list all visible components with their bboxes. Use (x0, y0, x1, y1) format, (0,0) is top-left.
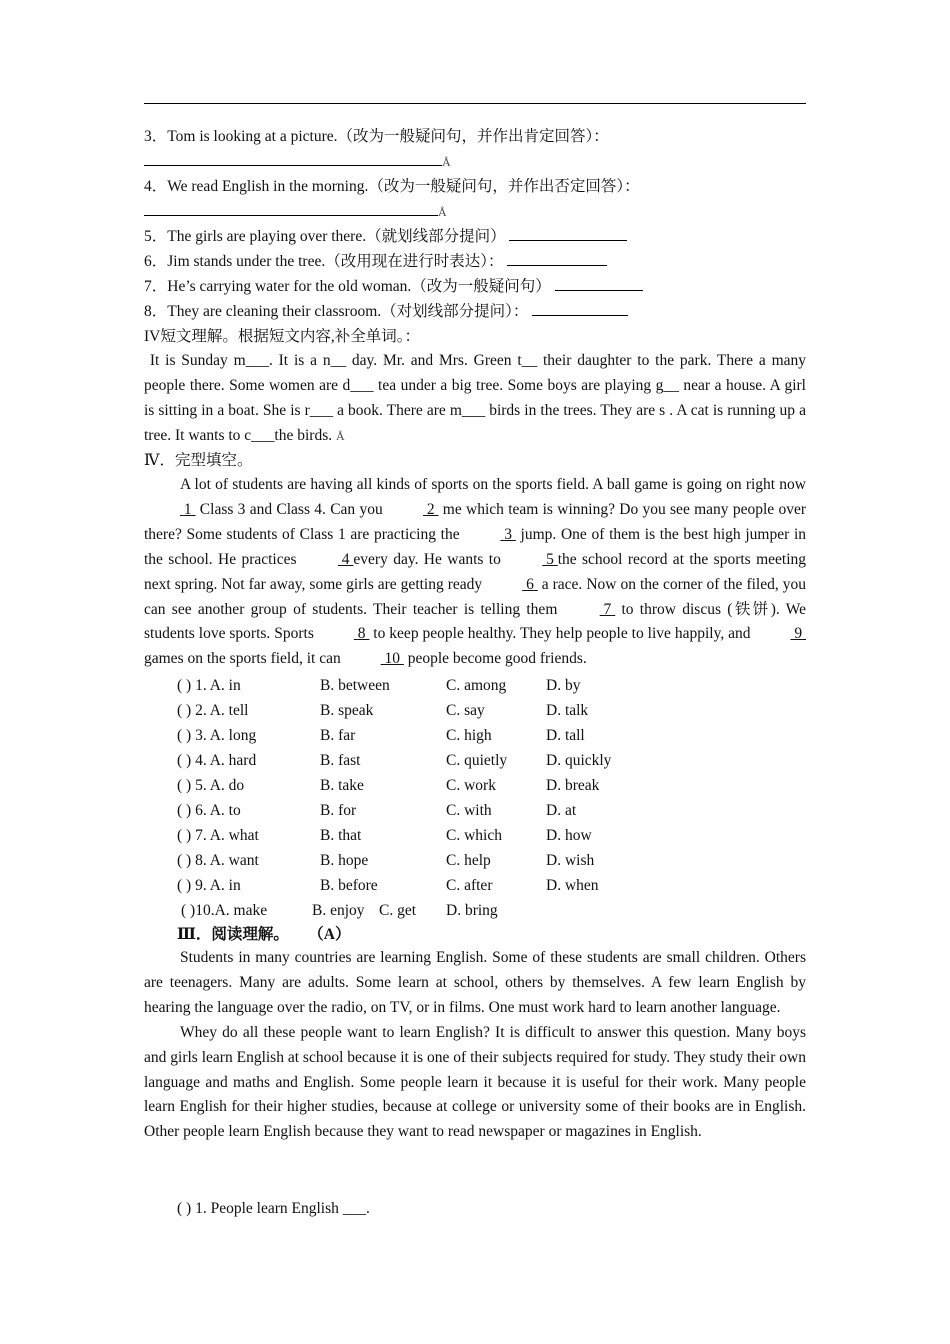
reading-passage (144, 946, 806, 1145)
option-c[interactable]: C. help (446, 852, 491, 869)
option-d[interactable]: D. when (546, 877, 599, 894)
option-c[interactable]: C. among (446, 677, 507, 694)
cloze-blank[interactable]: 1 (183, 500, 192, 518)
option-c[interactable]: C. after (446, 877, 493, 894)
option-d[interactable]: D. how (546, 827, 592, 844)
option-b[interactable]: B. take (320, 777, 364, 794)
answer-blank[interactable] (509, 224, 627, 241)
cloze-segment: to keep people healthy. They help people to live happily, and (369, 625, 755, 643)
cloze-segment: the school record at the sports meeting next spring. Not far away, some girls are getting ready (144, 550, 806, 593)
exercise-3-answer (144, 149, 451, 174)
exercise-7-text: 7．He’s carrying water for the old woman.（改为一般疑问句） (144, 278, 551, 295)
cloze-segment: people become good friends. (403, 650, 587, 668)
answer-marker: Å (335, 428, 345, 443)
cloze-segment: jump. One of them is the best high jumper in the school. He practices (144, 525, 806, 568)
option-d[interactable]: D. break (546, 777, 600, 794)
cloze-segment: me which team is winning? Do you see many people over there? Some students of Class 1 are practicing the (144, 500, 806, 543)
option-c[interactable]: C. high (446, 727, 492, 744)
option-d[interactable]: D. at (546, 802, 577, 819)
option-d[interactable]: D. talk (546, 702, 589, 719)
option-d[interactable]: D. bring (446, 902, 498, 919)
cloze-title: Ⅳ．完型填空。 (144, 452, 253, 469)
exercise-5-text: 5．The girls are playing over there.（就划线部分提问） (144, 228, 506, 245)
exercise-4-answer (144, 199, 447, 224)
option-b[interactable]: B. before (320, 877, 378, 894)
reading-title (177, 922, 350, 947)
reading-question-1[interactable]: ( ) 1. People learn English ___. (177, 1200, 370, 1217)
option-question[interactable]: ( ) 2. A. tell (177, 702, 249, 719)
option-b[interactable]: B. fast (320, 752, 361, 769)
option-c[interactable]: C. which (446, 827, 502, 844)
option-d[interactable]: D. tall (546, 727, 585, 744)
answer-marker: Å (442, 155, 451, 169)
option-c[interactable]: C. quietly (446, 752, 508, 769)
option-c[interactable]: C. get (379, 902, 417, 919)
reading-subtitle: （A） (308, 926, 351, 943)
exercise-6-text: 6．Jim stands under the tree.（改用现在进行时表达）： (144, 253, 504, 270)
cloze-blank[interactable]: 9 (794, 625, 803, 643)
cloze-blank[interactable]: 3 (504, 525, 512, 543)
cloze-segment: to throw discus (铁饼). We students love sports. Sports (144, 600, 807, 643)
exercise-3 (144, 124, 609, 149)
option-question[interactable]: ( )10.A. make (181, 902, 268, 919)
cloze-segment: a race. Now on the corner of the filed, you can see another group of students. Their teacher is telling them (144, 575, 806, 618)
option-question[interactable]: ( ) 3. A. long (177, 727, 257, 744)
option-b[interactable]: B. far (320, 727, 356, 744)
option-b[interactable]: B. that (320, 827, 362, 844)
exercise-4 (144, 174, 640, 199)
exercise-6 (144, 249, 607, 274)
header-rule (144, 103, 806, 104)
option-question[interactable]: ( ) 7. A. what (177, 827, 259, 844)
answer-blank[interactable] (507, 249, 607, 266)
cloze-segment: every day. He wants to (353, 550, 507, 568)
answer-blank[interactable] (144, 149, 442, 166)
option-b[interactable]: B. speak (320, 702, 374, 719)
option-question[interactable]: ( ) 8. A. want (177, 852, 259, 869)
section-iv-title: IV短文理解。根据短文内容,补全单词。： (144, 328, 420, 345)
exercise-4-text: 4．We read English in the morning.（改为一般疑问句，并作出否定回答）： (144, 178, 640, 195)
exercise-7 (144, 274, 643, 299)
exercise-8-text: 8．They are cleaning their classroom.（对划线部分提问）： (144, 303, 529, 320)
cloze-blank[interactable]: 7 (603, 600, 612, 618)
exercise-8 (144, 299, 628, 324)
option-b[interactable]: B. enjoy (312, 902, 365, 919)
option-d[interactable]: D. by (546, 677, 581, 694)
option-question[interactable]: ( ) 9. A. in (177, 877, 241, 894)
reading-title-text: Ⅲ．阅读理解。 (177, 926, 289, 943)
option-d[interactable]: D. quickly (546, 752, 612, 769)
option-question[interactable]: ( ) 4. A. hard (177, 752, 257, 769)
option-question[interactable]: ( ) 6. A. to (177, 802, 241, 819)
cloze-segment: games on the sports field, it can (144, 650, 345, 668)
exercise-3-text: 3．Tom is looking at a picture.（改为一般疑问句，并作出肯定回答）： (144, 128, 609, 145)
cloze-blank[interactable]: 6 (526, 575, 534, 593)
answer-marker: Å (438, 205, 447, 219)
answer-blank[interactable] (144, 199, 438, 216)
passage-text: It is Sunday m___. It is a n__ day. Mr. and Mrs. Green t__ their daughter to the park. There a many people there. Some women are d___ tea under a big tree. Some boys are playing g__ near a house. A girl is sitting in a boat. She is r___ a book. There are m___ birds in the trees. They are s . A cat is running up a tree. It wants to c___the birds. (144, 352, 807, 444)
cloze-blank[interactable]: 10 (384, 650, 400, 668)
reading-paragraph-2: Whey do all these people want to learn English? It is difficult to answer this question. Many boys and girls learn English at school because it is one of their subjects required for study. They study their own language and maths and English. Some people learn it because it is useful for their work. Many people learn English for their higher studies, because at college or university some of their books are in English. Other people learn English because they want to read newspaper or magazines in English. (144, 1023, 806, 1141)
cloze-blank[interactable]: 2 (426, 500, 435, 518)
option-b[interactable]: B. between (320, 677, 390, 694)
option-question[interactable]: ( ) 1. A. in (177, 677, 241, 694)
cloze-segment: Class 3 and Class 4. Can you (195, 500, 388, 518)
option-c[interactable]: C. work (446, 777, 496, 794)
answer-blank[interactable] (532, 299, 628, 316)
option-b[interactable]: B. for (320, 802, 357, 819)
cloze-blank[interactable]: 5 (546, 550, 554, 568)
reading-paragraph-1: Students in many countries are learning English. Some of these students are small children. Others are teenagers. Many are adults. Some learn at school, others by themselves. A few learn English by hearing the language over the radio, on TV, or in films. One must work hard to learn another language. (144, 949, 806, 1016)
answer-blank[interactable] (555, 274, 643, 291)
exercise-5 (144, 224, 627, 249)
cloze-blank[interactable]: 4 (341, 550, 350, 568)
option-question[interactable]: ( ) 5. A. do (177, 777, 245, 794)
cloze-passage (144, 473, 806, 672)
cloze-blank[interactable]: 8 (357, 625, 366, 643)
option-d[interactable]: D. wish (546, 852, 595, 869)
option-c[interactable]: C. say (446, 702, 485, 719)
option-c[interactable]: C. with (446, 802, 492, 819)
option-b[interactable]: B. hope (320, 852, 369, 869)
cloze-segment: A lot of students are having all kinds of sports on the sports field. A ball game is going on right now (180, 476, 806, 493)
passage-word-completion (144, 349, 806, 449)
